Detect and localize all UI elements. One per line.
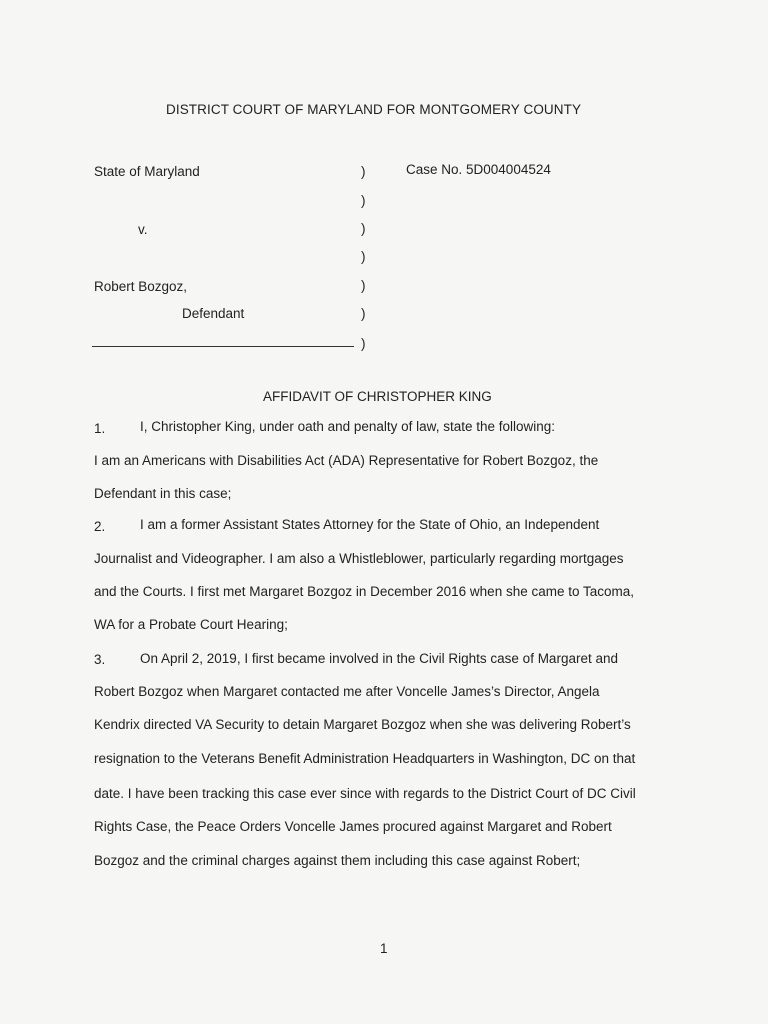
paragraph-line: Journalist and Videographer. I am also a Whistleblower, particularly regarding mortgages <box>94 551 624 566</box>
paragraph-line: resignation to the Veterans Benefit Administration Headquarters in Washington, DC on that <box>94 751 636 766</box>
paragraph-line: date. I have been tracking this case ever since with regards to the District Court of DC Civil <box>94 786 636 801</box>
caption-paren: ) <box>361 278 366 293</box>
caption-paren: ) <box>361 164 366 179</box>
paragraph-line: WA for a Probate Court Hearing; <box>94 617 288 632</box>
paragraph-line: Rights Case, the Peace Orders Voncelle James procured against Margaret and Robert <box>94 819 612 834</box>
paragraph-line: I, Christopher King, under oath and penalty of law, state the following: <box>140 419 556 434</box>
paragraph-line: Bozgoz and the criminal charges against them including this case against Robert; <box>94 853 581 868</box>
court-title: DISTRICT COURT OF MARYLAND FOR MONTGOMERY COUNTY <box>166 102 582 117</box>
paragraph-line: Robert Bozgoz when Margaret contacted me after Voncelle James’s Director, Angela <box>94 684 600 699</box>
caption-paren: ) <box>361 336 366 351</box>
paragraph-line: I am a former Assistant States Attorney for the State of Ohio, an Independent <box>140 517 600 532</box>
defendant-role: Defendant <box>182 306 245 321</box>
paragraph-line: Defendant in this case; <box>94 486 232 501</box>
paragraph-number: 3. <box>94 652 106 667</box>
caption-paren: ) <box>361 306 366 321</box>
caption-paren: ) <box>361 221 366 236</box>
versus-label: v. <box>138 222 148 237</box>
case-number: Case No. 5D004004524 <box>406 162 551 177</box>
paragraph-line: On April 2, 2019, I first became involved in the Civil Rights case of Margaret and <box>140 651 618 666</box>
defendant-name: Robert Bozgoz, <box>94 279 188 294</box>
paragraph-number: 2. <box>94 519 106 534</box>
caption-paren: ) <box>361 249 366 264</box>
paragraph-line: I am an Americans with Disabilities Act (ADA) Representative for Robert Bozgoz, the <box>94 453 599 468</box>
paragraph-line: and the Courts. I first met Margaret Bozgoz in December 2016 when she came to Tacoma, <box>94 584 635 599</box>
caption-paren: ) <box>361 193 366 208</box>
paragraph-number: 1. <box>94 421 106 436</box>
page-number: 1 <box>380 941 388 956</box>
paragraph-line: Kendrix directed VA Security to detain Margaret Bozgoz when she was delivering Robert’s <box>94 717 631 732</box>
plaintiff-name: State of Maryland <box>94 164 200 179</box>
affidavit-title: AFFIDAVIT OF CHRISTOPHER KING <box>263 389 492 404</box>
caption-underline <box>92 346 354 347</box>
